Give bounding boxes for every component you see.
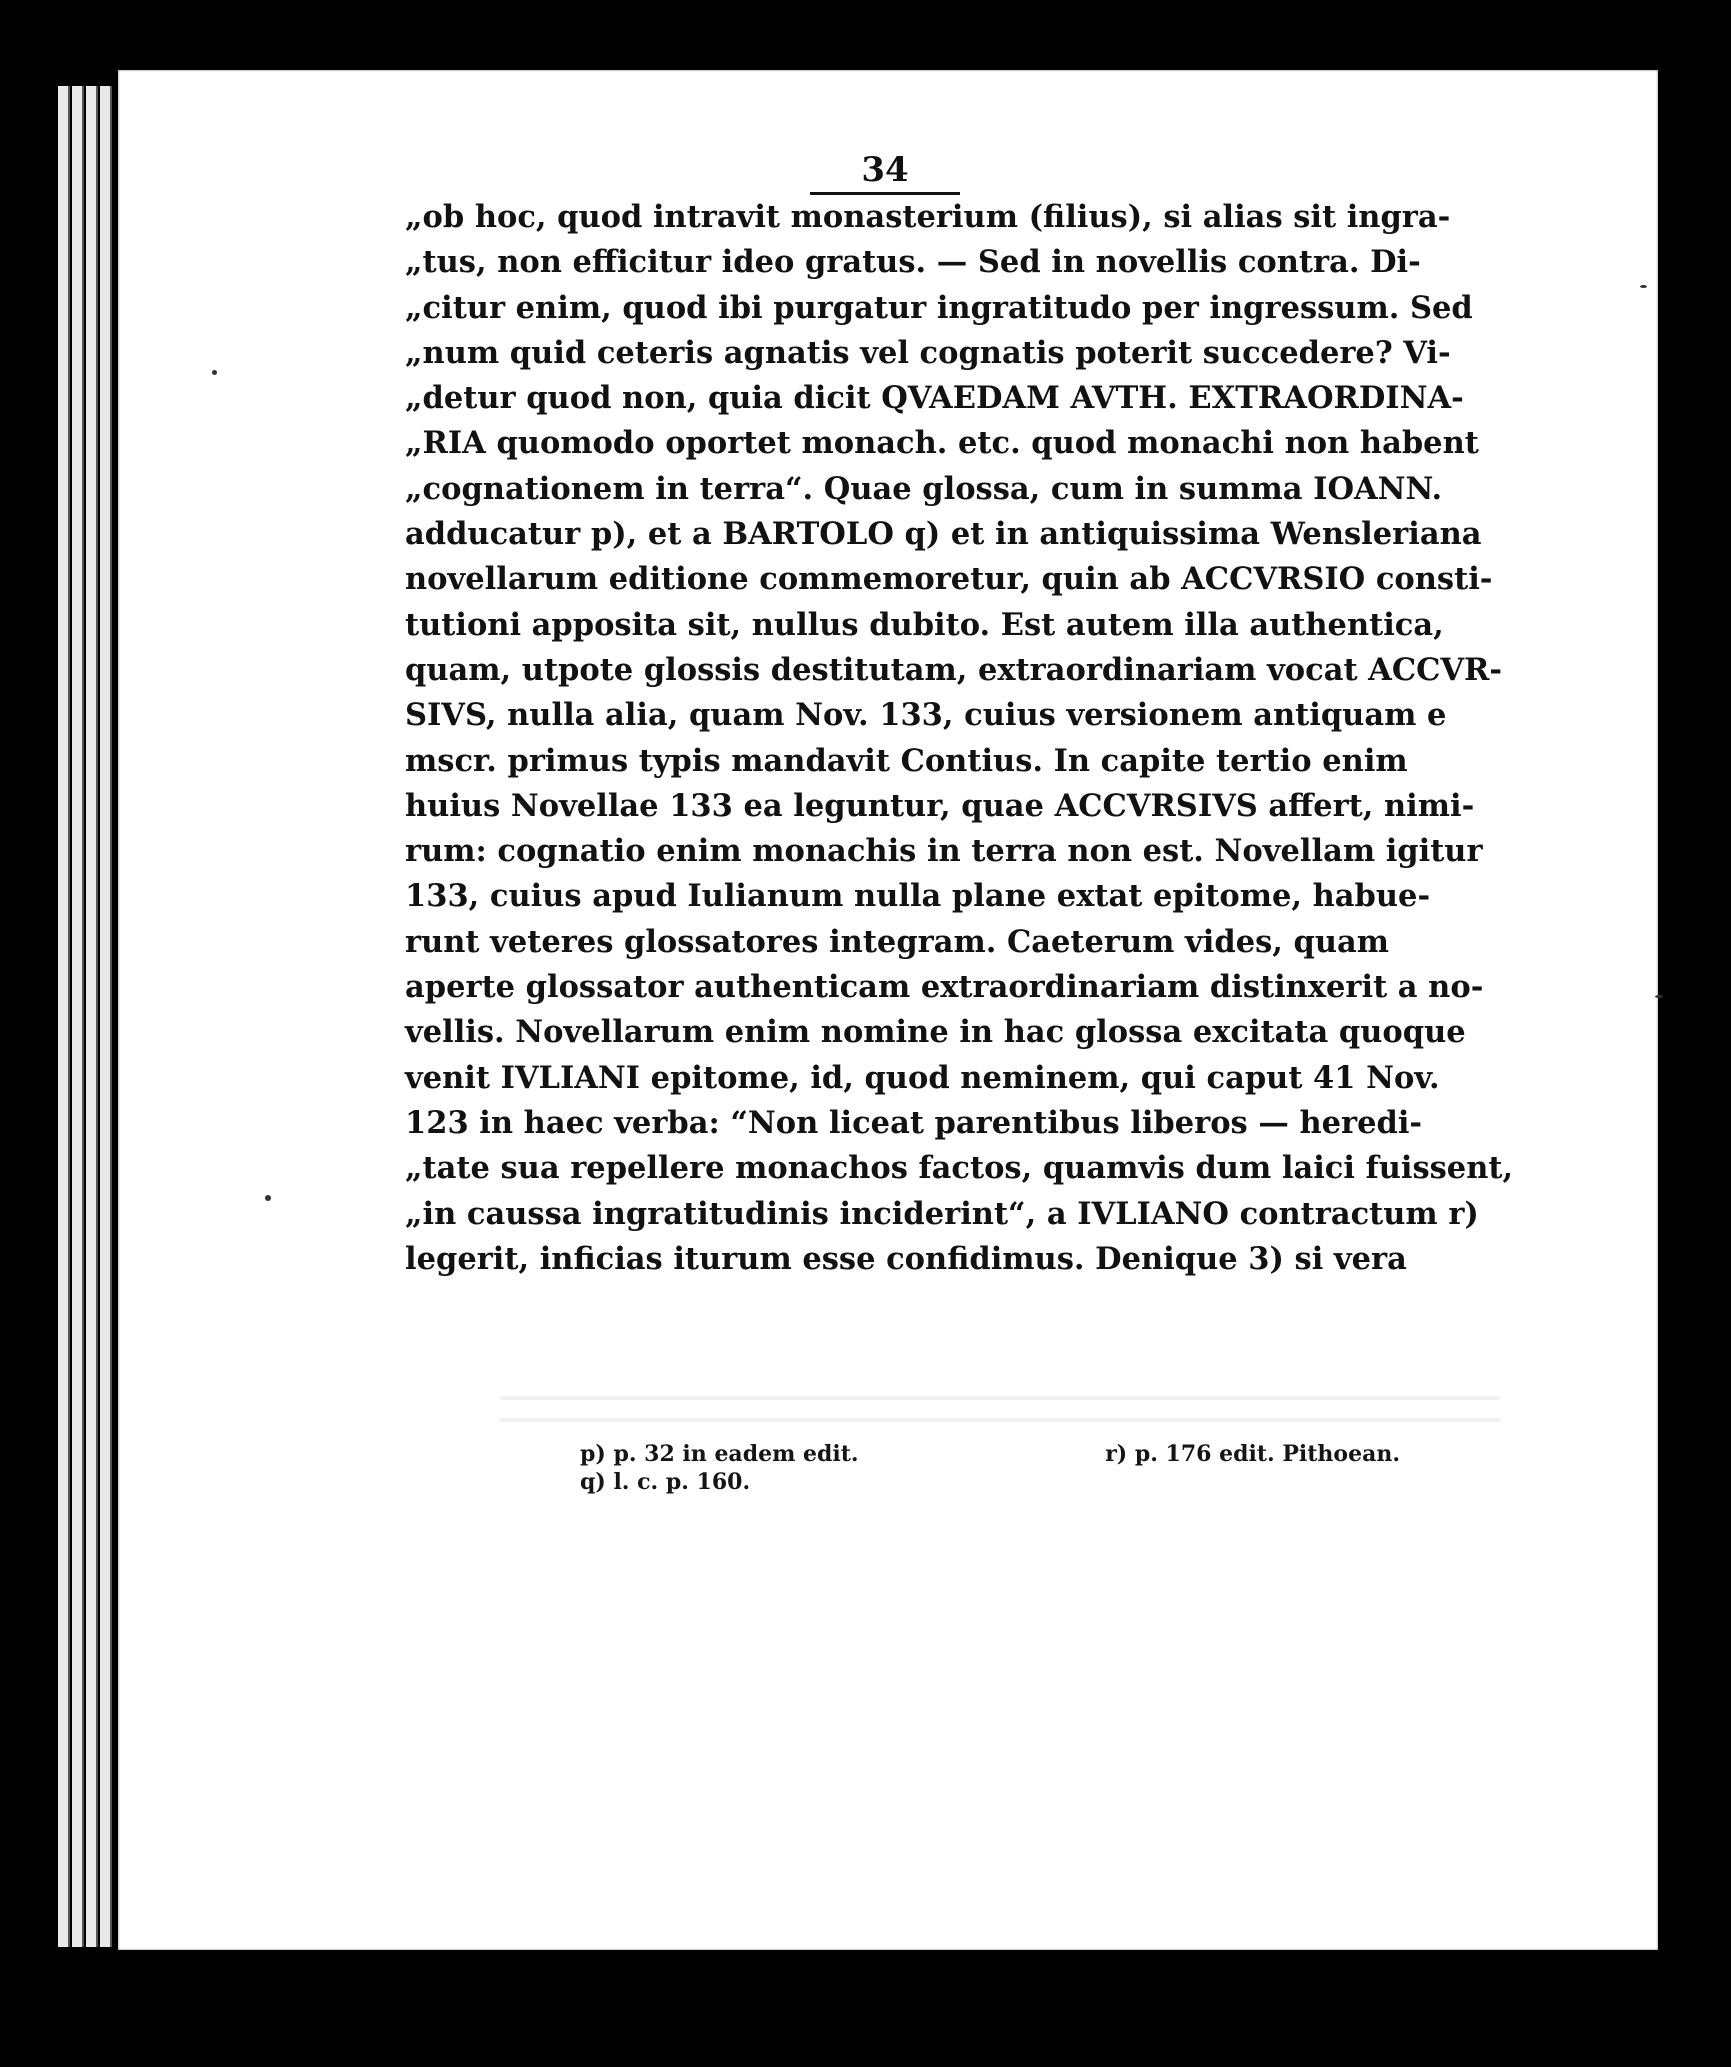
- text-line: adducatur p), et a BARTOLO q) et in antiquissima Wensleriana: [405, 516, 1482, 553]
- text-line: vellis. Novellarum enim nomine in hac glossa excitata quoque: [405, 1014, 1466, 1051]
- show-through-text: [500, 1380, 1500, 1440]
- text-line: 133, cuius apud Iulianum nulla plane extat epitome, habue-: [405, 878, 1431, 915]
- footnote-row: [580, 1440, 1400, 1468]
- scan-speck: [265, 1195, 271, 1201]
- text-line: mscr. primus typis mandavit Contius. In capite tertio enim: [405, 742, 1408, 779]
- text-line: tutioni apposita sit, nullus dubito. Est autem illa authentica,: [405, 606, 1444, 643]
- footnote-r: r) p. 176 edit. Pithoean.: [1105, 1441, 1400, 1467]
- text-line: „RIA quomodo oportet monach. etc. quod monachi non habent: [405, 425, 1479, 462]
- text-line: „citur enim, quod ibi purgatur ingratitudo per ingressum. Sed: [405, 289, 1473, 326]
- page-edge: [86, 86, 98, 1947]
- body-text: [405, 195, 1514, 1282]
- text-line: „tus, non efficitur ideo gratus. — Sed in novellis contra. Di-: [405, 244, 1421, 281]
- text-line: „ob hoc, quod intravit monasterium (filius), si alias sit ingra-: [405, 199, 1451, 235]
- text-line: SIVS, nulla alia, quam Nov. 133, cuius versionem antiquam e: [405, 697, 1447, 734]
- text-line: venit IVLIANI epitome, id, quod neminem, qui caput 41 Nov.: [405, 1059, 1440, 1096]
- text-line: huius Novellae 133 ea leguntur, quae ACCVRSIVS affert, nimi-: [405, 787, 1475, 824]
- page-edge: [72, 86, 84, 1947]
- footnote-row: [580, 1468, 1400, 1496]
- page-edge: [58, 86, 70, 1947]
- scan-speck: [212, 370, 217, 375]
- page-number: 34: [861, 150, 909, 190]
- text-line: aperte glossator authenticam extraordinariam distinxerit a no-: [405, 969, 1484, 1006]
- footnotes: [580, 1440, 1400, 1496]
- page-header: [810, 150, 960, 195]
- text-line: quam, utpote glossis destitutam, extraordinariam vocat ACCVR-: [405, 651, 1503, 688]
- text-line: novellarum editione commemoretur, quin ab ACCVRSIO consti-: [405, 561, 1493, 598]
- scan-speck: [1655, 995, 1663, 998]
- footnote-q: q) l. c. p. 160.: [580, 1469, 751, 1495]
- text-line: „detur quod non, quia dicit QVAEDAM AVTH. EXTRAORDINA-: [405, 380, 1464, 417]
- text-line: rum: cognatio enim monachis in terra non est. Novellam igitur: [405, 833, 1483, 870]
- text-line: „in caussa ingratitudinis inciderint“, a IVLIANO contractum r): [405, 1195, 1479, 1232]
- text-line: „cognationem in terra“. Quae glossa, cum in summa IOANN.: [405, 470, 1443, 507]
- text-line: runt veteres glossatores integram. Caeterum vides, quam: [405, 923, 1390, 960]
- text-line: „tate sua repellere monachos factos, quamvis dum laici fuissent,: [405, 1150, 1514, 1187]
- text-line: legerit, inficias iturum esse confidimus. Denique 3) si vera: [405, 1240, 1407, 1277]
- footnote-p: p) p. 32 in eadem edit.: [580, 1441, 859, 1467]
- scan-speck: [1640, 285, 1647, 288]
- page-edge: [100, 86, 112, 1947]
- text-line: 123 in haec verba: “Non liceat parentibus liberos — heredi-: [405, 1104, 1423, 1141]
- text-line: „num quid ceteris agnatis vel cognatis poterit succedere? Vi-: [405, 334, 1451, 371]
